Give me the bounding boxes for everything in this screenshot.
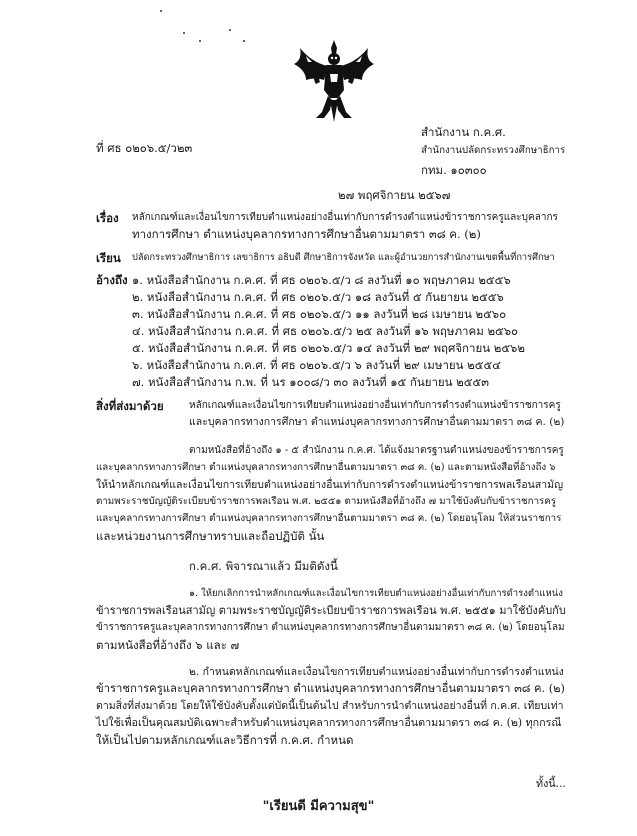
- resolution-item-2-line: ตามสิ่งที่ส่งมาด้วย โดยให้ใช้บังคับตั้งแต่บัดนี้เป็นต้นไป สำหรับการนำตำแหน่งอย่างอื่นที่ ก.ค.ศ. เทียบเท่า: [96, 700, 564, 712]
- subject-label: เรื่อง: [96, 211, 119, 225]
- enclosure-line-1: หลักเกณฑ์และเงื่อนไขการเทียบตำแหน่งอย่างอื่นเท่ากับการดำรงตำแหน่งข้าราชการครู: [189, 400, 561, 411]
- resolution-item-2-line: ไปใช้เพื่อเป็นคุณสมบัติเฉพาะสำหรับตำแหน่งบุคลากรทางการศึกษาอื่นตามมาตรา ๓๘ ค. (๒) ทุกกรณี: [96, 716, 562, 729]
- doc-date: ๒๗ พฤศจิกายน ๒๕๖๗: [338, 188, 451, 202]
- office-line-1: สำนักงาน ก.ค.ศ.: [421, 125, 506, 139]
- reference-item: ๓. หนังสือสำนักงาน ก.ค.ศ. ที่ ศธ ๐๒๐๖.๕/ว ๑๑ ลงวันที่ ๒๘ เมษายน ๒๕๖๐: [132, 307, 507, 321]
- reference-item: ๑. หนังสือสำนักงาน ก.ค.ศ. ที่ ศธ ๐๒๐๖.๕/ว ๘ ลงวันที่ ๑๐ พฤษภาคม ๒๕๕๖: [132, 273, 511, 287]
- addressee-label: เรียน: [96, 251, 121, 265]
- reference-item: ๔. หนังสือสำนักงาน ก.ค.ศ. ที่ ศธ ๐๒๐๖.๕/ว ๒๕ ลงวันที่ ๑๖ พฤษภาคม ๒๕๖๐: [132, 324, 519, 338]
- reference-item: ๒. หนังสือสำนักงาน ก.ค.ศ. ที่ ศธ ๐๒๐๖.๕/ว ๑๘ ลงวันที่ ๕ กันยายน ๒๕๕๖: [132, 290, 504, 304]
- enclosure-line-2: และบุคลากรทางการศึกษา ตำแหน่งบุคลากรทางการศึกษาอื่นตามมาตรา ๓๘ ค. (๒): [189, 416, 565, 428]
- enclosure-label: สิ่งที่ส่งมาด้วย: [96, 399, 164, 413]
- resolution-item-1-line: ตามหนังสือที่อ้างถึง ๖ และ ๗: [96, 638, 240, 652]
- doc-number: ที่ ศธ ๐๒๐๖.๕/ว๒๓: [96, 141, 193, 155]
- body-paragraph-1-line: ให้นำหลักเกณฑ์และเงื่อนไขการเทียบตำแหน่งอย่างอื่นเท่ากับการดำรงตำแหน่งข้าราชการพลเรือนสามัญ: [96, 479, 564, 491]
- reference-item: ๗. หนังสือสำนักงาน ก.พ. ที่ นร ๑๐๐๘/ว ๓๐ ลงวันที่ ๑๕ กันยายน ๒๕๕๓: [132, 375, 490, 389]
- resolution-item-2-line: ข้าราชการครูและบุคลากรทางการศึกษา ตำแหน่งบุคลากรทางการศึกษาอื่นตามมาตรา ๓๘ ค. (๒): [96, 682, 565, 695]
- garuda-emblem-icon: [292, 38, 376, 124]
- resolution-item-1-line: ข้าราชการพลเรือนสามัญ ตามพระราชบัญญัติระเบียบข้าราชการพลเรือน พ.ศ. ๒๕๕๑ มาใช้บังคับกับ: [96, 604, 566, 617]
- continuation-marker: ทั้งนี้...: [536, 777, 566, 790]
- resolution-item-2-line: ๒. กำหนดหลักเกณฑ์และเงื่อนไขการเทียบตำแหน่งอย่างอื่นเท่ากับการดำรงตำแหน่ง: [189, 666, 564, 678]
- references-label: อ้างถึง: [96, 273, 128, 287]
- office-line-3: กทม. ๑๐๓๐๐: [421, 163, 487, 177]
- reference-item: ๖. หนังสือสำนักงาน ก.ค.ศ. ที่ ศธ ๐๒๐๖.๕/ว ๖ ลงวันที่ ๒๙ เมษายน ๒๕๕๔: [132, 358, 501, 372]
- resolution-item-1-line: ข้าราชการครูและบุคลากรทางการศึกษา ตำแหน่งบุคลากรทางการศึกษาอื่นตามมาตรา ๓๘ ค. (๒) โดยอนุโลม: [96, 622, 565, 633]
- reference-item: ๕. หนังสือสำนักงาน ก.ค.ศ. ที่ ศธ ๐๒๐๖.๕/ว ๑๔ ลงวันที่ ๒๙ พฤศจิกายน ๒๕๖๒: [132, 341, 525, 355]
- office-line-2: สำนักงานปลัดกระทรวงศึกษาธิการ: [421, 145, 566, 156]
- subject-line-1: หลักเกณฑ์และเงื่อนไขการเทียบตำแหน่งอย่างอื่นเท่ากับการดำรงตำแหน่งข้าราชการครูและบุคลากร: [132, 212, 558, 223]
- body-paragraph-1-line: และบุคลากรทางการศึกษา ตำแหน่งบุคลากรทางการศึกษาอื่นตามมาตรา ๓๘ ค. (๒) และตามหนังสือที่อ้างถึง ๖: [96, 462, 556, 473]
- body-paragraph-1-line: ตามหนังสือที่อ้างถึง ๑ - ๕ สำนักงาน ก.ค.ศ. ได้แจ้งมาตรฐานตำแหน่งของข้าราชการครู: [189, 445, 564, 456]
- body-paragraph-1-line: และหน่วยงานการศึกษาทราบและถือปฏิบัติ นั้น: [96, 529, 325, 543]
- body-paragraph-2: ก.ค.ศ. พิจารณาแล้ว มีมติดังนี้: [189, 559, 338, 573]
- closing-motto: "เรียนดี มีความสุข": [262, 799, 375, 814]
- addressee-text: ปลัดกระทรวงศึกษาธิการ เลขาธิการ อธิบดี ศึกษาธิการจังหวัด และผู้อำนวยการสำนักงานเขตพื้นที่การศึกษา: [132, 252, 555, 263]
- subject-line-2: ทางการศึกษา ตำแหน่งบุคลากรทางการศึกษาอื่นตามมาตรา ๓๘ ค. (๒): [132, 227, 481, 241]
- resolution-item-2-line: ให้เป็นไปตามหลักเกณฑ์และวิธีการที่ ก.ค.ศ. กำหนด: [96, 733, 354, 747]
- body-paragraph-1-line: ตามพระราชบัญญัติระเบียบข้าราชการพลเรือน พ.ศ. ๒๕๕๑ ตามหนังสือที่อ้างถึง ๗ มาใช้บังคับกับข้าราชการครู: [96, 496, 557, 507]
- resolution-item-1-line: ๑. ให้ยกเลิกการนำหลักเกณฑ์และเงื่อนไขการเทียบตำแหน่งอย่างอื่นเท่ากับการดำรงตำแหน่ง: [189, 588, 563, 599]
- body-paragraph-1-line: และบุคลากรทางการศึกษา ตำแหน่งบุคลากรทางการศึกษาอื่นตามมาตรา ๓๘ ค. (๒) โดยอนุโลม ให้ส่วนราชการ: [96, 513, 562, 524]
